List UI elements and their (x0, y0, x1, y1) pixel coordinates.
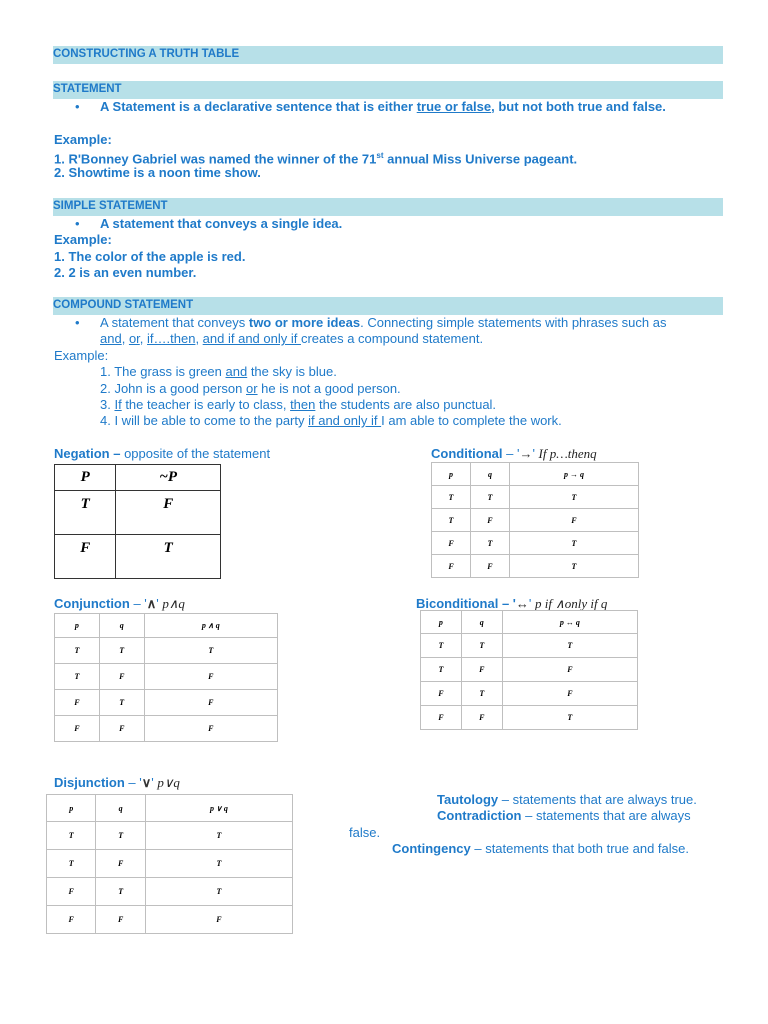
table-cell: F (55, 535, 116, 579)
table-cell: F (145, 906, 292, 934)
table-cell: T (421, 658, 462, 682)
table-cell: p ∧ q (144, 614, 277, 638)
table-cell: T (116, 535, 221, 579)
compound-example-4 (100, 413, 562, 429)
statement-definition (100, 99, 666, 115)
compound-band (53, 297, 723, 315)
table-row (55, 535, 221, 579)
table-row (421, 611, 638, 634)
table-cell: F (99, 664, 144, 690)
table-cell: T (421, 634, 462, 658)
statement-example-label: Example: (54, 132, 112, 147)
text: Disjunction (54, 775, 125, 790)
formula: If p…thenq (538, 446, 597, 461)
statement-example-2: 2. Showtime is a noon time show. (54, 165, 261, 180)
table-row (47, 878, 293, 906)
contradiction-continuation: false. (349, 825, 381, 840)
simple-example-2: 2. 2 is an even number. (54, 265, 197, 280)
table-row (55, 690, 278, 716)
disjunction-table (46, 794, 293, 934)
table-cell: F (55, 690, 100, 716)
table-cell: T (470, 532, 509, 555)
tautology-definition (437, 792, 697, 808)
table-row (432, 486, 639, 509)
table-cell: F (470, 555, 509, 578)
text: or (246, 381, 258, 396)
table-row (421, 682, 638, 706)
table-cell: P (55, 465, 116, 491)
compound-example-1 (100, 364, 337, 380)
compound-definition-line1 (100, 315, 666, 331)
text: – statements that are always true. (498, 792, 697, 807)
text: the teacher is early to class, (121, 397, 291, 412)
text: ' (151, 775, 158, 790)
text: creates a compound statement. (300, 331, 484, 346)
or-symbol-icon: ∨ (141, 775, 152, 790)
table-row (432, 532, 639, 555)
text: the sky is blue. (247, 364, 337, 379)
conjunction-table (54, 613, 278, 742)
bullet-icon: • (75, 315, 80, 330)
table-cell: F (116, 491, 221, 535)
table-cell: T (47, 850, 96, 878)
formula: p if ∧only if q (534, 596, 608, 611)
text: Conjunction (54, 596, 130, 611)
simple-example-1: 1. The color of the apple is red. (54, 249, 246, 264)
table-row (55, 465, 221, 491)
table-cell: T (96, 822, 145, 850)
table-cell: p ∨ q (145, 795, 292, 822)
text: ' (156, 596, 163, 611)
table-cell: T (55, 664, 100, 690)
table-cell: q (461, 611, 502, 634)
compound-example-label: Example: (54, 348, 109, 363)
table-row (55, 491, 221, 535)
table-row (55, 614, 278, 638)
table-cell: T (145, 850, 292, 878)
table-cell: T (509, 555, 638, 578)
table-cell: T (502, 706, 637, 730)
table-cell: F (461, 706, 502, 730)
text: If (114, 397, 122, 412)
simple-heading: SIMPLE STATEMENT (53, 200, 168, 212)
table-cell: T (432, 486, 471, 509)
table-cell: F (144, 664, 277, 690)
table-cell: T (99, 638, 144, 664)
table-cell: T (145, 878, 292, 906)
title-band (53, 46, 723, 64)
text: and (100, 331, 122, 346)
table-cell: T (144, 638, 277, 664)
negation-table (54, 464, 221, 579)
text: if….then (147, 331, 196, 346)
table-row (47, 822, 293, 850)
formula: p∨q (157, 775, 180, 790)
compound-definition-line2 (100, 331, 483, 347)
text: – ' (129, 596, 147, 611)
text: 3. (100, 397, 115, 412)
table-row (47, 906, 293, 934)
table-cell: T (509, 486, 638, 509)
table-cell: F (509, 509, 638, 532)
table-row (432, 463, 639, 486)
text: 1. The grass is green (100, 364, 226, 379)
text: the students are also punctual. (315, 397, 497, 412)
text: Conditional (431, 446, 503, 461)
conditional-heading (431, 446, 597, 462)
text: Contingency (392, 841, 471, 856)
table-cell: F (96, 850, 145, 878)
compound-example-3 (100, 397, 496, 413)
table-row (55, 664, 278, 690)
text: I am able to complete the work. (381, 413, 562, 428)
text: – statements that both true and false. (470, 841, 689, 856)
compound-heading: COMPOUND STATEMENT (53, 299, 194, 311)
text: annual Miss Universe pageant. (383, 151, 578, 167)
table-cell: T (55, 491, 116, 535)
statement-heading: STATEMENT (53, 83, 122, 95)
text: two or more ideas (248, 315, 361, 330)
table-row (47, 795, 293, 822)
table-cell: T (461, 682, 502, 706)
simple-band (53, 198, 723, 216)
text: and if and only if (202, 331, 301, 346)
table-row (421, 634, 638, 658)
table-row (421, 658, 638, 682)
table-cell: F (47, 878, 96, 906)
table-cell: T (99, 690, 144, 716)
and-symbol-icon: ∧ (146, 596, 157, 611)
table-cell: p → q (509, 463, 638, 486)
text: A Statement is a declarative sentence that is either (100, 99, 417, 114)
negation-heading (54, 446, 270, 462)
table-cell: F (461, 658, 502, 682)
text: ' (532, 446, 539, 461)
formula: p∧q (162, 596, 185, 611)
table-cell: F (144, 716, 277, 742)
table-cell: F (432, 555, 471, 578)
text: ' (528, 596, 535, 611)
text: true or false (416, 99, 492, 114)
text: or (128, 331, 140, 346)
text: st (376, 151, 384, 160)
table-cell: F (432, 532, 471, 555)
text: 1. R'Bonney Gabriel was named the winner of the 71 (54, 151, 377, 167)
text: opposite of the statement (120, 446, 271, 461)
contingency-definition (392, 841, 689, 857)
text: – ' (124, 775, 142, 790)
table-row (421, 706, 638, 730)
table-cell: T (145, 822, 292, 850)
table-cell: F (470, 509, 509, 532)
simple-definition: A statement that conveys a single idea. (100, 216, 343, 231)
table-cell: q (470, 463, 509, 486)
text: if and only if (308, 413, 382, 428)
table-cell: F (96, 906, 145, 934)
table-cell: T (47, 822, 96, 850)
table-cell: p (55, 614, 100, 638)
text: Biconditional – ' (416, 596, 516, 611)
arrow-right-icon: → (519, 446, 533, 461)
table-cell: T (55, 638, 100, 664)
table-cell: ~P (116, 465, 221, 491)
biconditional-table (420, 610, 638, 730)
text: Tautology (437, 792, 499, 807)
table-cell: T (432, 509, 471, 532)
disjunction-heading (54, 775, 180, 791)
text: – statements that are always (521, 808, 691, 823)
compound-example-2 (100, 381, 401, 397)
table-cell: p (47, 795, 96, 822)
text: Negation – (54, 446, 121, 461)
table-cell: T (470, 486, 509, 509)
table-cell: T (509, 532, 638, 555)
text: , (121, 331, 129, 346)
table-cell: T (96, 878, 145, 906)
text: 4. I will be able to come to the party (100, 413, 309, 428)
double-arrow-icon: ↔ (515, 596, 529, 611)
contradiction-definition (437, 808, 691, 824)
text: 2. John is a good person (100, 381, 246, 396)
bullet-icon: • (75, 216, 80, 231)
table-cell: p ↔ q (502, 611, 637, 634)
table-cell: F (144, 690, 277, 716)
table-cell: F (502, 682, 637, 706)
text: then (290, 397, 316, 412)
text: Contradiction (437, 808, 522, 823)
table-cell: T (502, 634, 637, 658)
bullet-icon: • (75, 99, 80, 114)
text: , (139, 331, 148, 346)
text: , but not both true and false. (491, 99, 666, 114)
table-cell: p (432, 463, 471, 486)
table-row (55, 638, 278, 664)
text: he is not a good person. (257, 381, 401, 396)
text: , (195, 331, 203, 346)
text: – ' (502, 446, 520, 461)
table-cell: q (99, 614, 144, 638)
table-cell: F (421, 682, 462, 706)
table-cell: q (96, 795, 145, 822)
table-row (432, 509, 639, 532)
conjunction-heading (54, 596, 185, 612)
table-row (55, 716, 278, 742)
table-row (47, 850, 293, 878)
table-cell: F (47, 906, 96, 934)
statement-band (53, 81, 723, 99)
conditional-table (431, 462, 639, 578)
text: . Connecting simple statements with phrases such as (360, 315, 667, 330)
table-cell: F (99, 716, 144, 742)
table-cell: F (502, 658, 637, 682)
simple-example-label: Example: (54, 232, 112, 247)
text: and (225, 364, 248, 379)
table-cell: p (421, 611, 462, 634)
table-cell: T (461, 634, 502, 658)
table-cell: F (55, 716, 100, 742)
page-title: CONSTRUCTING A TRUTH TABLE (53, 48, 240, 60)
table-row (432, 555, 639, 578)
table-cell: F (421, 706, 462, 730)
text: A statement that conveys (100, 315, 249, 330)
